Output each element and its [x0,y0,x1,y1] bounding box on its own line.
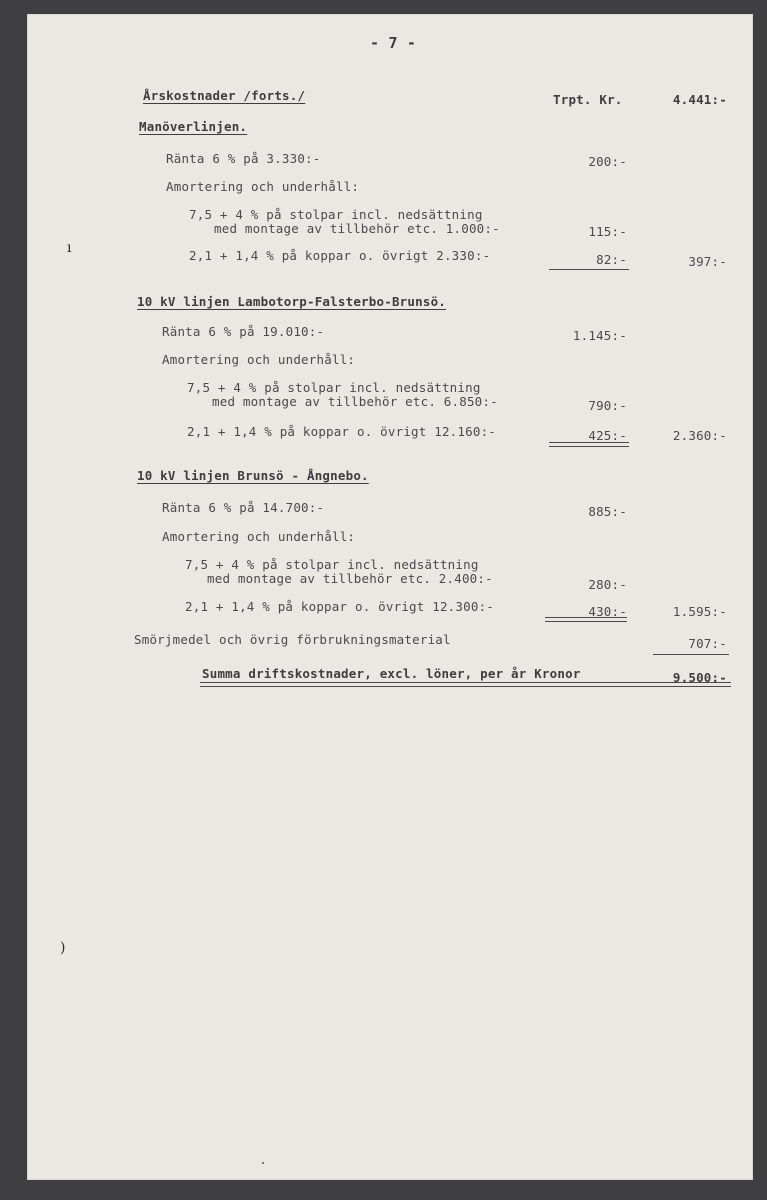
page-number: - 7 - [370,34,417,52]
section-total: 397:- [688,254,727,269]
section-total: 2.360:- [672,428,727,443]
poles-line-cont: med montage av tillbehör etc. 2.400:- [207,571,493,586]
section-heading: Manöverlinjen. [139,119,248,134]
carried-total: 4.441:- [672,92,727,107]
section-heading: 10 kV linjen Lambotorp-Falsterbo-Brunsö. [137,294,447,309]
margin-mark: ı [67,240,72,256]
interest-amount: 200:- [588,154,627,169]
paper-speck [262,1162,264,1164]
summary-double-rule [200,682,731,687]
subtotal-rule [549,442,629,447]
margin-mark: ) [60,940,66,956]
amortization-label: Amortering och underhåll: [162,529,356,544]
copper-line: 2,1 + 1,4 % på koppar o. övrigt 12.160:- [187,424,497,439]
copper-line: 2,1 + 1,4 % på koppar o. övrigt 2.330:- [189,248,491,263]
poles-amount: 115:- [588,224,627,239]
poles-line: 7,5 + 4 % på stolpar incl. nedsättning [189,207,483,222]
section-total: 1.595:- [672,604,727,619]
interest-amount: 885:- [588,504,627,519]
subtotal-rule [549,269,629,270]
document-title: Årskostnader /forts./ [143,88,306,103]
poles-line: 7,5 + 4 % på stolpar incl. nedsättning [185,557,479,572]
copper-amount: 82:- [596,252,627,267]
poles-line: 7,5 + 4 % på stolpar incl. nedsättning [187,380,481,395]
section-heading: 10 kV linjen Brunsö - Ångnebo. [137,468,369,483]
lubricants-amount: 707:- [688,636,727,651]
amortization-label: Amortering och underhåll: [166,179,360,194]
interest-line: Ränta 6 % på 19.010:- [162,324,325,339]
interest-line: Ränta 6 % på 3.330:- [166,151,321,166]
interest-line: Ränta 6 % på 14.700:- [162,500,325,515]
total-rule [653,654,729,655]
amortization-label: Amortering och underhåll: [162,352,356,367]
copper-line: 2,1 + 1,4 % på koppar o. övrigt 12.300:- [185,599,495,614]
poles-line-cont: med montage av tillbehör etc. 6.850:- [212,394,498,409]
interest-amount: 1.145:- [572,328,627,343]
summary-label: Summa driftskostnader, excl. löner, per år Kronor [202,666,581,681]
copper-amount: 430:- [588,604,627,619]
poles-amount: 790:- [588,398,627,413]
column-label: Trpt. Kr. [553,92,623,107]
poles-amount: 280:- [588,577,627,592]
poles-line-cont: med montage av tillbehör etc. 1.000:- [214,221,500,236]
document-page [27,14,753,1180]
copper-amount: 425:- [588,428,627,443]
lubricants-line: Smörjmedel och övrig förbrukningsmaterial [134,632,451,647]
summary-amount: 9.500:- [672,670,727,685]
subtotal-rule [545,617,627,622]
